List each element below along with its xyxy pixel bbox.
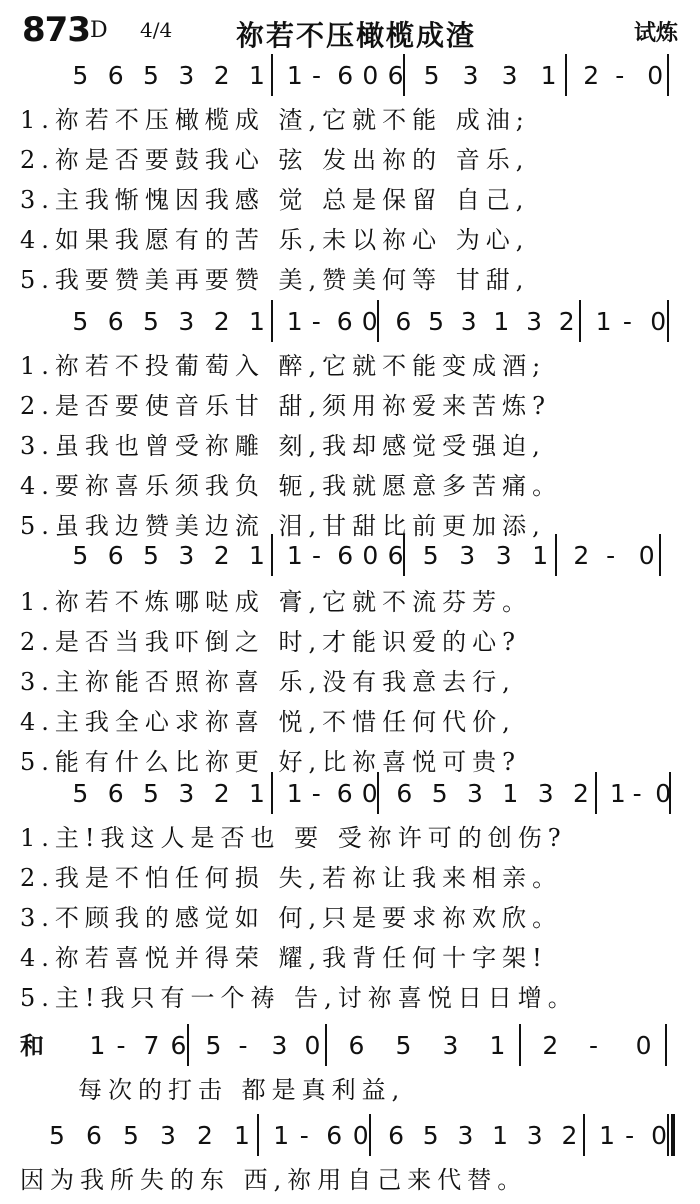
note: 2 <box>573 779 589 808</box>
note: 6 <box>85 1121 102 1150</box>
note: - <box>299 1121 309 1150</box>
note: 6 <box>337 61 354 90</box>
hymn-category: 试炼 <box>633 20 678 46</box>
note: 3 <box>178 779 195 808</box>
refrain-label: 和 <box>20 1031 44 1060</box>
note: - <box>312 61 322 90</box>
note: 0 <box>651 1121 668 1150</box>
note: - <box>311 779 321 808</box>
note: 1 <box>493 307 510 336</box>
note: 1 <box>540 61 557 90</box>
note: 1 <box>609 779 626 808</box>
note: 2 <box>196 1121 213 1150</box>
note: 1 <box>532 541 549 570</box>
lyric-line: 1.主!我这人是否也 要 受祢许可的创伤? <box>20 824 567 852</box>
note: 3 <box>501 61 518 90</box>
refrain-lyric-2: 因为我所失的东 西,祢用自己来代替。 <box>20 1166 528 1194</box>
lyric-line: 2.我是不怕任何损 失,若祢让我来相亲。 <box>20 864 563 892</box>
note: 1 <box>492 1121 509 1150</box>
note: - <box>311 307 321 336</box>
note: 5 <box>72 307 89 336</box>
note: 0 <box>655 779 672 808</box>
note: 1 <box>249 61 265 90</box>
lyric-line: 4.如果我愿有的苦 乐,未以祢心 为心, <box>20 226 530 254</box>
note: 6 <box>336 779 353 808</box>
lyric-line: 1.祢若不投葡萄入 醉,它就不能变成酒; <box>20 352 547 380</box>
note: 2 <box>213 307 230 336</box>
note: 3 <box>462 61 479 90</box>
note: 2 <box>583 61 600 90</box>
note: 3 <box>442 1031 459 1060</box>
note: 0 <box>635 1031 652 1060</box>
note: 2 <box>213 61 230 90</box>
note: - <box>622 307 632 336</box>
note: 6 <box>348 1031 365 1060</box>
hymn-title: 祢若不压橄榄成渣 <box>236 19 477 52</box>
note: 1 <box>286 541 303 570</box>
note: 1 <box>595 307 612 336</box>
note: 7 <box>143 1031 160 1060</box>
note: - <box>116 1031 126 1060</box>
note: - <box>238 1031 248 1060</box>
lyric-line: 5.虽我边赞美边流 泪,甘甜比前更加添, <box>20 512 546 540</box>
note: 2 <box>561 1121 578 1150</box>
note: 3 <box>271 1031 288 1060</box>
note: 2 <box>213 541 230 570</box>
note: 0 <box>362 541 379 570</box>
note: 5 <box>428 307 445 336</box>
lyric-line: 2.是否要使音乐甘 甜,须用祢爱来苦炼? <box>20 392 552 420</box>
lyric-line: 1.祢若不炼哪哒成 膏,它就不流芬芳。 <box>20 588 533 616</box>
melody-row-1 <box>0 50 700 100</box>
note: 3 <box>459 541 476 570</box>
hymn-number: 873 <box>22 10 90 50</box>
lyric-line: 1.祢若不压橄榄成 渣,它就不能 成油; <box>20 106 530 134</box>
note: 1 <box>502 779 519 808</box>
note: 1 <box>286 61 303 90</box>
note: 0 <box>650 307 667 336</box>
note: 5 <box>205 1031 222 1060</box>
note: 0 <box>304 1031 321 1060</box>
note: 3 <box>537 779 554 808</box>
note: 3 <box>460 307 477 336</box>
note: 5 <box>122 1121 139 1150</box>
note: 0 <box>361 307 378 336</box>
note: 5 <box>431 779 448 808</box>
note: 6 <box>337 541 354 570</box>
note: - <box>632 779 642 808</box>
note: 2 <box>213 779 230 808</box>
note: 0 <box>352 1121 369 1150</box>
note: 3 <box>178 61 195 90</box>
note: 1 <box>286 307 303 336</box>
lyric-line: 3.主祢能否照祢喜 乐,没有我意去行, <box>20 668 516 696</box>
note: 6 <box>107 541 124 570</box>
note: 2 <box>558 307 575 336</box>
lyric-line: 3.虽我也曾受祢雕 刻,我却感觉受强迫, <box>20 432 546 460</box>
lyric-line: 4.要祢喜乐须我负 轭,我就愿意多苦痛。 <box>20 472 563 500</box>
note: 6 <box>387 61 404 90</box>
note: 5 <box>143 307 159 336</box>
note: 0 <box>361 779 378 808</box>
note: 1 <box>273 1121 290 1150</box>
note: 2 <box>573 541 590 570</box>
lyric-line: 5.能有什么比祢更 好,比祢喜悦可贵? <box>20 748 522 776</box>
melody-row-3 <box>0 530 700 580</box>
note: 6 <box>336 307 353 336</box>
note: 1 <box>286 779 303 808</box>
note: 0 <box>647 61 664 90</box>
note: - <box>625 1121 635 1150</box>
note: 6 <box>388 1121 405 1150</box>
note: 1 <box>233 1121 250 1150</box>
lyric-line: 3.主我惭愧因我感 觉 总是保留 自己, <box>20 186 530 214</box>
note: 2 <box>542 1031 559 1060</box>
note: 5 <box>143 61 159 90</box>
note: 5 <box>72 541 89 570</box>
note: 3 <box>159 1121 176 1150</box>
note: 1 <box>599 1121 616 1150</box>
note: 1 <box>249 307 265 336</box>
note: 6 <box>395 307 412 336</box>
note: 5 <box>72 779 89 808</box>
note: 3 <box>178 307 195 336</box>
lyric-line: 2.是否当我吓倒之 时,才能识爱的心? <box>20 628 522 656</box>
note: - <box>589 1031 599 1060</box>
note: 1 <box>249 779 265 808</box>
note: 5 <box>423 61 440 90</box>
note: 6 <box>107 61 124 90</box>
note: 3 <box>495 541 512 570</box>
note: 5 <box>422 541 439 570</box>
note: 1 <box>489 1031 506 1060</box>
note: 3 <box>178 541 195 570</box>
key-signature: D <box>90 18 108 43</box>
note: 3 <box>526 1121 543 1150</box>
note: 1 <box>89 1031 106 1060</box>
note: 5 <box>143 541 159 570</box>
note: 6 <box>387 541 404 570</box>
refrain-melody-2 <box>0 1110 700 1160</box>
lyric-line: 3.不顾我的感觉如 何,只是要求祢欢欣。 <box>20 904 563 932</box>
note: 5 <box>143 779 159 808</box>
lyric-line: 5.主!我只有一个祷 告,讨祢喜悦日日增。 <box>20 984 578 1012</box>
note: 3 <box>467 779 483 808</box>
note: 5 <box>48 1121 65 1150</box>
lyric-line: 4.祢若喜悦并得荣 耀,我背任何十字架! <box>20 944 548 972</box>
note: 6 <box>107 779 124 808</box>
note: 1 <box>249 541 265 570</box>
refrain-lyric-1: 每次的打击 都是真利益, <box>78 1076 406 1104</box>
refrain-melody-1 <box>0 1020 700 1070</box>
note: 6 <box>326 1121 343 1150</box>
lyric-line: 5.我要赞美再要赞 美,赞美何等 甘甜, <box>20 266 530 294</box>
lyric-line: 4.主我全心求祢喜 悦,不惜任何代价, <box>20 708 516 736</box>
melody-row-4 <box>0 768 700 818</box>
note: 0 <box>362 61 379 90</box>
time-signature: 4/4 <box>140 18 173 42</box>
note: 6 <box>107 307 124 336</box>
note: 5 <box>72 61 89 90</box>
note: - <box>615 61 625 90</box>
note: 3 <box>457 1121 474 1150</box>
note: - <box>312 541 322 570</box>
note: 3 <box>526 307 543 336</box>
note: 5 <box>422 1121 439 1150</box>
note: 6 <box>396 779 413 808</box>
melody-row-2 <box>0 296 700 346</box>
note: 5 <box>395 1031 412 1060</box>
note: 6 <box>170 1031 187 1060</box>
note: - <box>606 541 616 570</box>
hymn-header <box>0 8 700 56</box>
lyric-line: 2.祢是否要鼓我心 弦 发出祢的 音乐, <box>20 146 530 174</box>
note: 0 <box>638 541 655 570</box>
